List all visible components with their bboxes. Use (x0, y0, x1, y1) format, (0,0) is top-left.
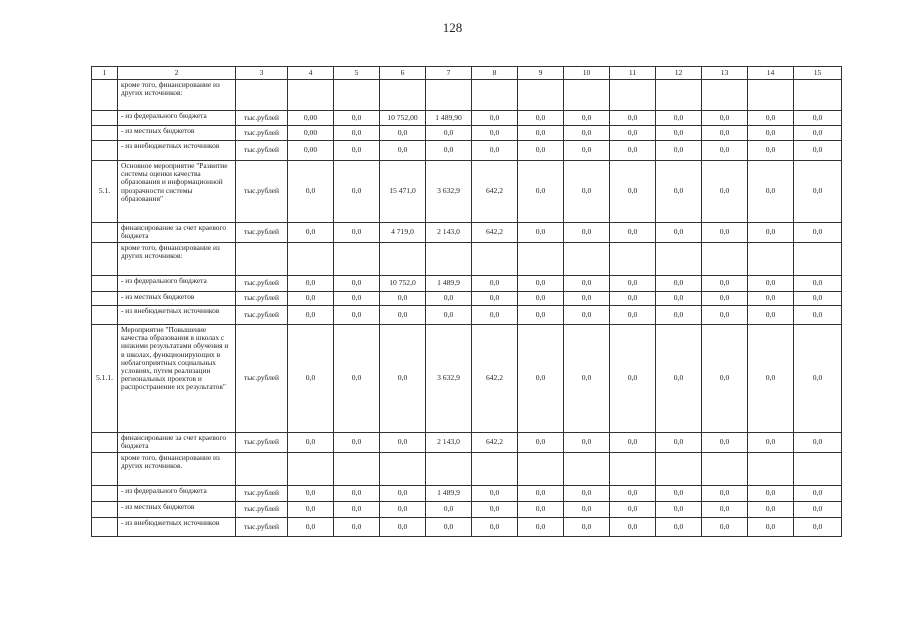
value-cell: 0,0 (656, 306, 702, 325)
value-cell: 0,0 (334, 292, 380, 306)
value-cell: 0,0 (518, 486, 564, 502)
value-cell: 0,0 (610, 111, 656, 126)
value-cell: 642,2 (472, 223, 518, 243)
value-cell: 0,0 (610, 433, 656, 453)
value-cell: 0,0 (288, 161, 334, 223)
value-cell: 0,0 (564, 502, 610, 518)
value-cell: 0,0 (518, 161, 564, 223)
value-cell: 0,0 (518, 325, 564, 433)
row-name: Основное мероприятие "Развитие системы оценки качества образования и информационной прозрачности системы образования" (118, 161, 236, 223)
value-cell: 0,0 (472, 486, 518, 502)
value-cell (288, 80, 334, 111)
value-cell: 0,0 (334, 486, 380, 502)
value-cell: 0,0 (334, 111, 380, 126)
value-cell: 0,0 (518, 433, 564, 453)
value-cell: 0,00 (288, 111, 334, 126)
value-cell: 0,0 (518, 223, 564, 243)
row-name: финансирование за счет краевого бюджета (118, 223, 236, 243)
value-cell (794, 243, 842, 276)
row-unit: тыс.рублей (236, 223, 288, 243)
column-header: 1 (92, 67, 118, 80)
value-cell: 0,0 (748, 111, 794, 126)
row-code (92, 453, 118, 486)
value-cell: 0,0 (472, 518, 518, 537)
value-cell (426, 80, 472, 111)
column-header: 6 (380, 67, 426, 80)
value-cell: 0,0 (794, 518, 842, 537)
value-cell: 0,0 (656, 276, 702, 292)
value-cell: 0,0 (702, 306, 748, 325)
value-cell (748, 453, 794, 486)
value-cell: 0,0 (426, 306, 472, 325)
value-cell (564, 243, 610, 276)
row-unit: тыс.рублей (236, 126, 288, 141)
value-cell: 0,00 (288, 126, 334, 141)
value-cell (518, 453, 564, 486)
table-row (92, 243, 842, 276)
value-cell: 0,0 (610, 292, 656, 306)
value-cell: 1 489,9 (426, 276, 472, 292)
value-cell: 0,0 (380, 292, 426, 306)
value-cell: 0,0 (518, 276, 564, 292)
row-unit: тыс.рублей (236, 325, 288, 433)
value-cell: 0,0 (656, 126, 702, 141)
table-row (92, 141, 842, 161)
value-cell: 0,0 (564, 325, 610, 433)
value-cell: 0,0 (518, 111, 564, 126)
value-cell: 0,0 (564, 486, 610, 502)
value-cell (794, 453, 842, 486)
value-cell (288, 453, 334, 486)
value-cell: 0,0 (702, 161, 748, 223)
column-header: 9 (518, 67, 564, 80)
value-cell: 0,0 (610, 126, 656, 141)
value-cell: 0,0 (656, 161, 702, 223)
value-cell: 0,0 (288, 486, 334, 502)
value-cell: 0,0 (794, 111, 842, 126)
value-cell (472, 243, 518, 276)
row-unit: тыс.рублей (236, 276, 288, 292)
value-cell: 10 752,0 (380, 276, 426, 292)
column-header: 8 (472, 67, 518, 80)
row-code (92, 486, 118, 502)
value-cell (334, 243, 380, 276)
value-cell: 0,0 (794, 126, 842, 141)
value-cell (748, 243, 794, 276)
row-unit (236, 453, 288, 486)
value-cell: 0,0 (610, 276, 656, 292)
value-cell: 0,0 (334, 223, 380, 243)
value-cell: 0,0 (472, 111, 518, 126)
value-cell: 3 632,9 (426, 161, 472, 223)
value-cell: 0,0 (288, 518, 334, 537)
row-code (92, 502, 118, 518)
row-name: - из местных бюджетов (118, 126, 236, 141)
value-cell: 0,0 (472, 126, 518, 141)
value-cell: 0,0 (518, 292, 564, 306)
value-cell: 0,0 (610, 502, 656, 518)
value-cell: 2 143,0 (426, 433, 472, 453)
row-name: - из федерального бюджета (118, 111, 236, 126)
row-name: финансирование за счет краевого бюджета (118, 433, 236, 453)
row-name: - из внебюджетных источников (118, 306, 236, 325)
value-cell: 0,0 (472, 276, 518, 292)
value-cell: 0,0 (748, 518, 794, 537)
row-unit: тыс.рублей (236, 141, 288, 161)
value-cell (518, 80, 564, 111)
value-cell: 0,0 (426, 126, 472, 141)
value-cell: 0,0 (518, 518, 564, 537)
column-header: 14 (748, 67, 794, 80)
value-cell: 0,0 (564, 433, 610, 453)
value-cell: 0,0 (288, 223, 334, 243)
value-cell: 0,0 (518, 141, 564, 161)
value-cell: 642,2 (472, 433, 518, 453)
value-cell: 0,0 (656, 111, 702, 126)
value-cell: 0,0 (610, 486, 656, 502)
value-cell: 0,0 (334, 502, 380, 518)
table-row (92, 276, 842, 292)
value-cell: 0,0 (656, 223, 702, 243)
table-row (92, 325, 842, 433)
table-row (92, 126, 842, 141)
column-header: 3 (236, 67, 288, 80)
value-cell: 0,0 (472, 502, 518, 518)
value-cell (656, 453, 702, 486)
row-unit: тыс.рублей (236, 161, 288, 223)
row-unit (236, 243, 288, 276)
value-cell: 0,0 (334, 126, 380, 141)
table-row (92, 502, 842, 518)
value-cell (564, 453, 610, 486)
value-cell: 0,0 (610, 141, 656, 161)
value-cell: 0,0 (380, 518, 426, 537)
row-code (92, 306, 118, 325)
value-cell: 0,0 (748, 141, 794, 161)
value-cell: 0,0 (564, 141, 610, 161)
value-cell: 0,0 (702, 126, 748, 141)
value-cell: 0,0 (288, 276, 334, 292)
value-cell: 0,0 (426, 502, 472, 518)
column-header: 2 (118, 67, 236, 80)
value-cell (334, 80, 380, 111)
value-cell: 0,0 (518, 126, 564, 141)
row-code: 5.1.1. (92, 325, 118, 433)
value-cell: 0,0 (380, 126, 426, 141)
row-code: 5.1. (92, 161, 118, 223)
row-code (92, 276, 118, 292)
value-cell: 0,0 (794, 502, 842, 518)
value-cell (702, 80, 748, 111)
value-cell: 0,0 (794, 433, 842, 453)
value-cell: 0,0 (748, 161, 794, 223)
budget-table (91, 66, 842, 537)
column-header: 5 (334, 67, 380, 80)
value-cell: 0,0 (794, 276, 842, 292)
value-cell: 0,0 (334, 518, 380, 537)
row-code (92, 223, 118, 243)
value-cell: 0,0 (748, 276, 794, 292)
value-cell: 0,0 (794, 223, 842, 243)
value-cell: 0,0 (564, 161, 610, 223)
value-cell: 0,0 (564, 111, 610, 126)
value-cell (518, 243, 564, 276)
value-cell: 0,0 (426, 141, 472, 161)
row-name: - из федерального бюджета (118, 276, 236, 292)
value-cell: 0,0 (288, 306, 334, 325)
value-cell: 0,0 (794, 306, 842, 325)
row-name: - из местных бюджетов (118, 502, 236, 518)
column-header: 7 (426, 67, 472, 80)
value-cell (426, 453, 472, 486)
value-cell: 0,0 (702, 433, 748, 453)
value-cell (702, 453, 748, 486)
value-cell: 0,0 (610, 518, 656, 537)
value-cell: 1 489,9 (426, 486, 472, 502)
value-cell: 0,0 (288, 433, 334, 453)
value-cell: 0,0 (518, 502, 564, 518)
value-cell: 0,0 (334, 141, 380, 161)
row-unit: тыс.рублей (236, 292, 288, 306)
value-cell: 0,0 (702, 223, 748, 243)
value-cell (334, 453, 380, 486)
value-cell: 0,0 (380, 433, 426, 453)
value-cell (748, 80, 794, 111)
value-cell: 0,0 (702, 502, 748, 518)
row-code (92, 126, 118, 141)
value-cell: 0,0 (610, 161, 656, 223)
table-row (92, 223, 842, 243)
column-header: 15 (794, 67, 842, 80)
value-cell: 642,2 (472, 161, 518, 223)
row-name: - из местных бюджетов (118, 292, 236, 306)
value-cell (564, 80, 610, 111)
column-header: 12 (656, 67, 702, 80)
value-cell: 0,0 (656, 292, 702, 306)
value-cell: 0,0 (656, 141, 702, 161)
value-cell: 0,00 (288, 141, 334, 161)
row-code (92, 80, 118, 111)
row-unit: тыс.рублей (236, 111, 288, 126)
value-cell: 0,0 (656, 433, 702, 453)
value-cell: 0,0 (702, 486, 748, 502)
row-name: - из федерального бюджета (118, 486, 236, 502)
value-cell (610, 80, 656, 111)
value-cell: 0,0 (748, 325, 794, 433)
value-cell: 0,0 (794, 292, 842, 306)
table-row (92, 453, 842, 486)
value-cell: 0,0 (702, 111, 748, 126)
value-cell: 0,0 (380, 306, 426, 325)
value-cell (472, 80, 518, 111)
value-cell: 0,0 (794, 486, 842, 502)
row-unit (236, 80, 288, 111)
row-unit: тыс.рублей (236, 502, 288, 518)
value-cell: 0,0 (334, 433, 380, 453)
value-cell (656, 80, 702, 111)
row-name: Мероприятие "Повышение качества образования в школах с низкими результатами обучения и в школах, функционирующих в неблагоприятных социальных условиях, путем реализации региональных проектов и распространение их результатов" (118, 325, 236, 433)
table-row (92, 111, 842, 126)
value-cell: 0,0 (472, 306, 518, 325)
value-cell: 0,0 (748, 306, 794, 325)
value-cell: 3 632,9 (426, 325, 472, 433)
value-cell: 0,0 (288, 502, 334, 518)
value-cell: 1 489,90 (426, 111, 472, 126)
value-cell: 0,0 (656, 502, 702, 518)
value-cell (380, 243, 426, 276)
value-cell: 0,0 (656, 486, 702, 502)
table-row (92, 80, 842, 111)
value-cell: 0,0 (564, 292, 610, 306)
value-cell: 0,0 (380, 141, 426, 161)
value-cell: 0,0 (656, 518, 702, 537)
table-row (92, 433, 842, 453)
value-cell: 10 752,00 (380, 111, 426, 126)
value-cell: 2 143,0 (426, 223, 472, 243)
row-name: - из внебюджетных источников (118, 518, 236, 537)
value-cell: 0,0 (610, 325, 656, 433)
row-name: кроме того, финансирование из других источников: (118, 243, 236, 276)
table-row (92, 306, 842, 325)
value-cell: 0,0 (702, 141, 748, 161)
value-cell: 0,0 (794, 161, 842, 223)
value-cell: 0,0 (610, 306, 656, 325)
value-cell: 0,0 (334, 161, 380, 223)
value-cell: 0,0 (472, 141, 518, 161)
value-cell: 0,0 (564, 223, 610, 243)
value-cell (472, 453, 518, 486)
value-cell: 0,0 (380, 486, 426, 502)
value-cell: 0,0 (518, 306, 564, 325)
table-row (92, 292, 842, 306)
value-cell: 0,0 (702, 325, 748, 433)
value-cell: 0,0 (656, 325, 702, 433)
value-cell: 0,0 (794, 325, 842, 433)
value-cell: 0,0 (334, 325, 380, 433)
value-cell: 642,2 (472, 325, 518, 433)
value-cell: 0,0 (748, 502, 794, 518)
row-code (92, 433, 118, 453)
value-cell (426, 243, 472, 276)
table-row (92, 518, 842, 537)
value-cell: 0,0 (334, 306, 380, 325)
row-code (92, 243, 118, 276)
value-cell: 0,0 (748, 126, 794, 141)
value-cell: 0,0 (564, 518, 610, 537)
value-cell: 0,0 (564, 276, 610, 292)
table-header-row (92, 67, 842, 80)
value-cell (610, 243, 656, 276)
value-cell: 0,0 (288, 325, 334, 433)
column-header: 11 (610, 67, 656, 80)
value-cell (702, 243, 748, 276)
value-cell: 0,0 (564, 126, 610, 141)
value-cell: 0,0 (702, 292, 748, 306)
row-name: кроме того, финансирование из других источников: (118, 80, 236, 111)
value-cell: 0,0 (702, 276, 748, 292)
row-name: кроме того, финансирование из других источников. (118, 453, 236, 486)
column-header: 10 (564, 67, 610, 80)
table-row (92, 161, 842, 223)
row-code (92, 292, 118, 306)
row-code (92, 111, 118, 126)
value-cell (288, 243, 334, 276)
row-unit: тыс.рублей (236, 486, 288, 502)
value-cell (380, 453, 426, 486)
value-cell: 15 471,0 (380, 161, 426, 223)
row-code (92, 518, 118, 537)
value-cell (794, 80, 842, 111)
value-cell: 0,0 (564, 306, 610, 325)
value-cell: 0,0 (748, 486, 794, 502)
value-cell (610, 453, 656, 486)
value-cell: 0,0 (610, 223, 656, 243)
column-header: 13 (702, 67, 748, 80)
value-cell: 0,0 (380, 502, 426, 518)
row-code (92, 141, 118, 161)
value-cell: 0,0 (748, 292, 794, 306)
value-cell: 0,0 (702, 518, 748, 537)
value-cell: 0,0 (426, 292, 472, 306)
column-header: 4 (288, 67, 334, 80)
value-cell: 0,0 (334, 276, 380, 292)
row-unit: тыс.рублей (236, 433, 288, 453)
value-cell: 0,0 (380, 325, 426, 433)
value-cell: 0,0 (748, 433, 794, 453)
value-cell: 0,0 (748, 223, 794, 243)
table-row (92, 486, 842, 502)
value-cell: 0,0 (288, 292, 334, 306)
value-cell (380, 80, 426, 111)
page-number: 128 (442, 20, 463, 35)
value-cell: 0,0 (426, 518, 472, 537)
value-cell (656, 243, 702, 276)
row-unit: тыс.рублей (236, 518, 288, 537)
row-unit: тыс.рублей (236, 306, 288, 325)
value-cell: 0,0 (794, 141, 842, 161)
row-name: - из внебюджетных источников (118, 141, 236, 161)
value-cell: 0,0 (472, 292, 518, 306)
value-cell: 4 719,0 (380, 223, 426, 243)
